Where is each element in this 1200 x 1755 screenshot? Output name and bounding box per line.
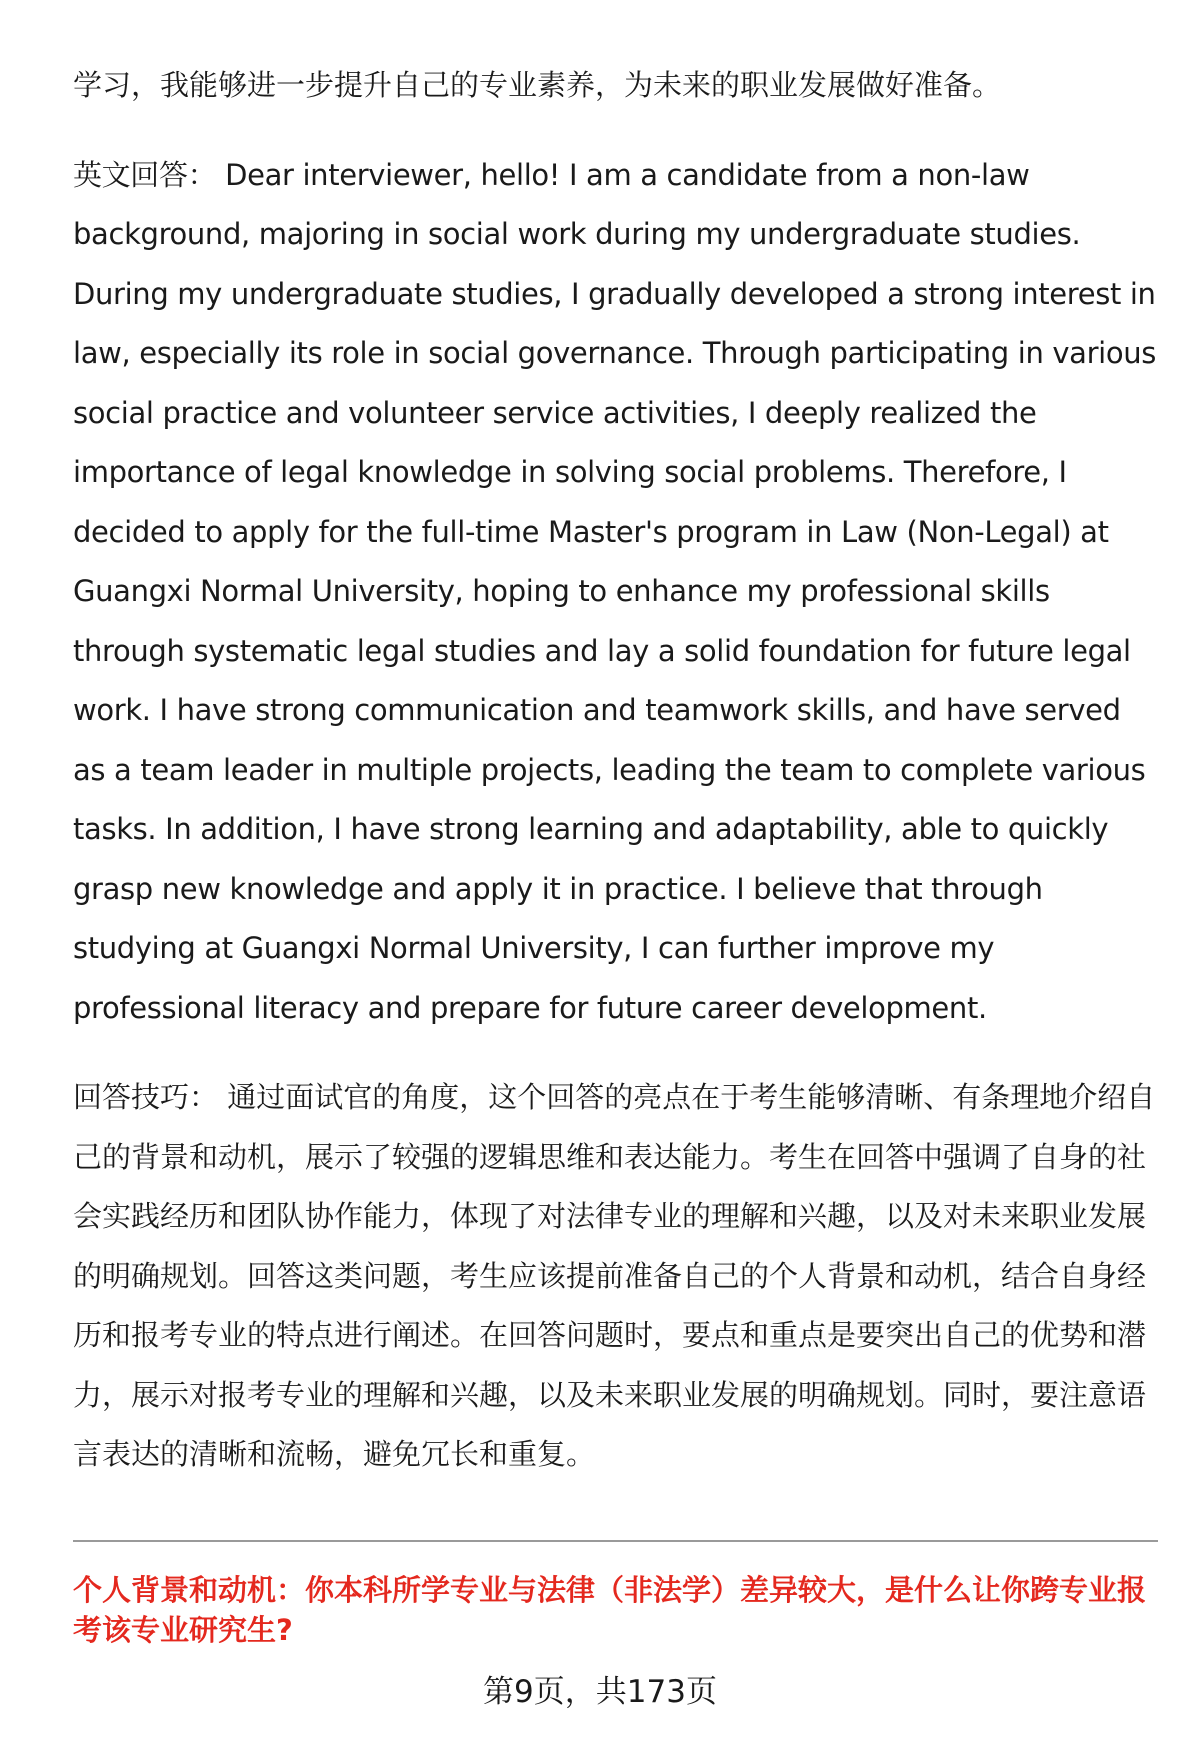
paragraph-continuation: 学习，我能够进一步提升自己的专业素养，为未来的职业发展做好准备。 — [73, 68, 1002, 102]
answer-tips-paragraph — [73, 1068, 1158, 1485]
page-footer: 第9页，共173页 — [483, 1674, 717, 1710]
next-question-heading: 个人背景和动机：你本科所学专业与法律（非法学）差异较大，是什么让你跨专业报考该专业研究生? — [73, 1573, 1147, 1647]
answer-tips-label: 回答技巧： — [73, 1080, 219, 1114]
section-divider — [73, 1540, 1158, 1542]
english-answer-paragraph — [73, 146, 1158, 1039]
english-answer-text: Dear interviewer, hello! I am a candidate from a non-law background, majoring in social work during my undergraduate studies. During my undergraduate studies, I gradually developed a strong interest in law, especially its role in social governance. Through participating in various social practice and volunteer service activities, I deeply realized the importance of legal knowledge in solving social problems. Therefore, I decided to apply for the full-time Master's program in Law (Non-Legal) at Guangxi Normal University, hoping to enhance my professional skills through systematic legal studies and lay a solid foundation for future legal work. I have strong communication and teamwork skills, and have served as a team leader in multiple projects, leading the team to complete various tasks. In addition, I have strong learning and adaptability, able to quickly grasp new knowledge and apply it in practice. I believe that through studying at Guangxi Normal University, I can further improve my professional literacy and prepare for future career development. — [73, 157, 1157, 1025]
english-answer-label: 英文回答： — [73, 157, 217, 192]
document-page — [73, 56, 1158, 1485]
answer-tips-text: 通过面试官的角度，这个回答的亮点在于考生能够清晰、有条理地介绍自己的背景和动机，展示了较强的逻辑思维和表达能力。考生在回答中强调了自身的社会实践经历和团队协作能力，体现了对法律专业的理解和兴趣，以及对未来职业发展的明确规划。回答这类问题，考生应该提前准备自己的个人背景和动机，结合自身经历和报考专业的特点进行阐述。在回答问题时，要点和重点是要突出自己的优势和潜力，展示对报考专业的理解和兴趣，以及未来职业发展的明确规划。同时，要注意语言表达的清晰和流畅，避免冗长和重复。 — [73, 1080, 1156, 1471]
